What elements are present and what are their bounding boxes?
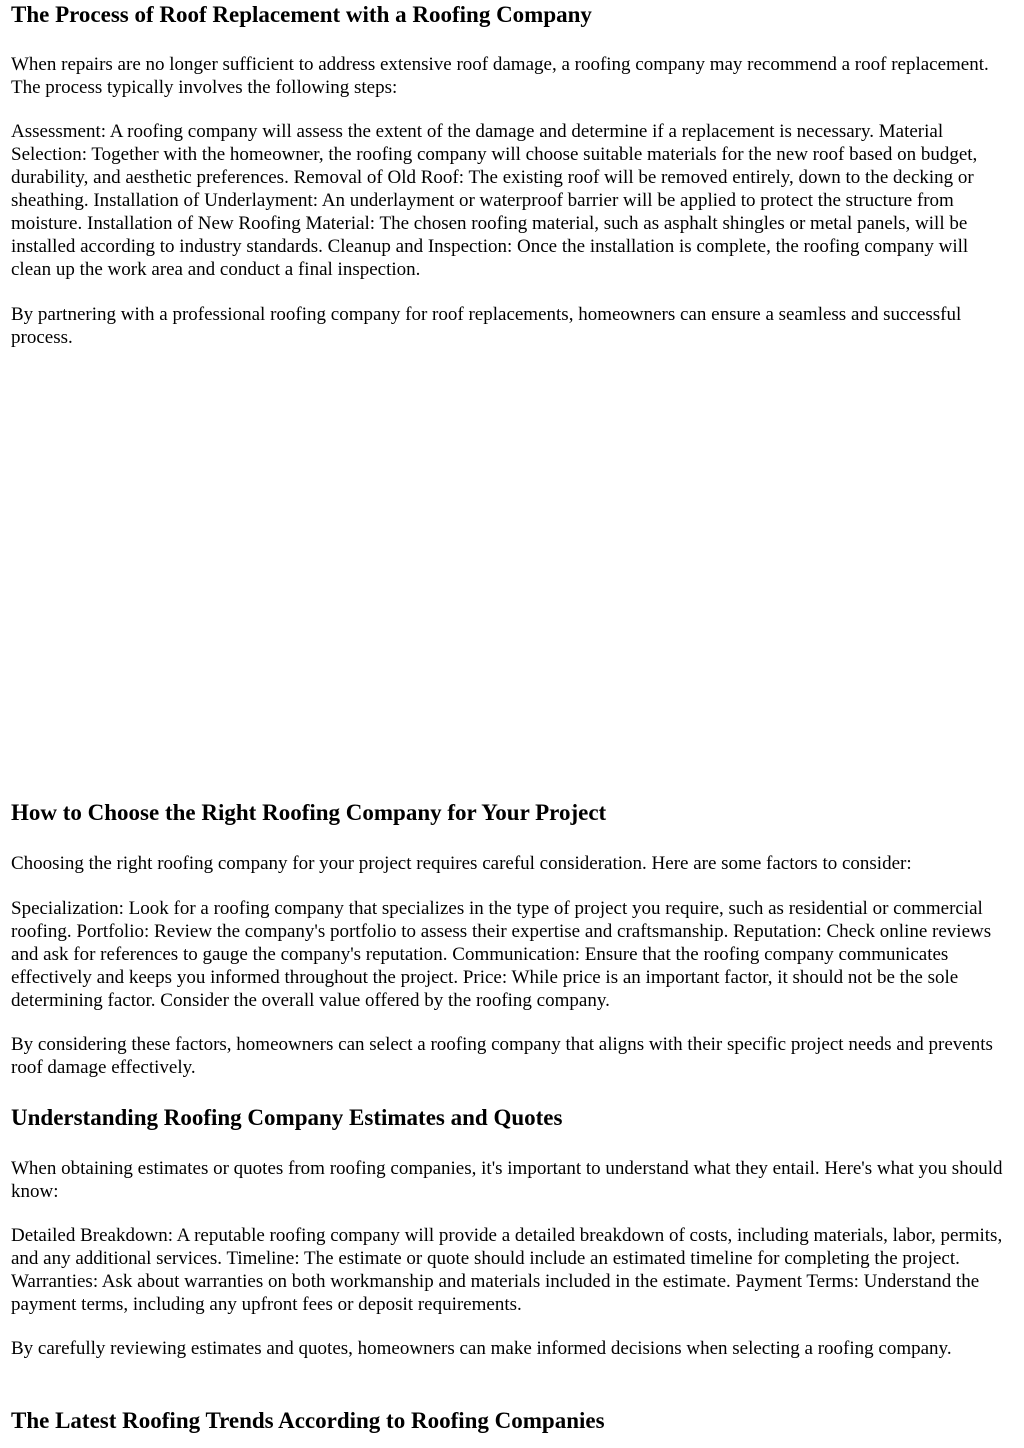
section-heading-roof-replacement: The Process of Roof Replacement with a Roofing Company (11, 2, 592, 27)
paragraph-factors-choose-company: Specialization: Look for a roofing company that specializes in the type of project you require, such as residential or commercial roofing. Portfolio: Review the company's portfolio to assess their expertise and craftsmanship. Reputation: Check online reviews and ask for references to gauge the company's reputation. Communication: Ensure that the roofing company communicates effectively and keeps you informed throughout the project. Price: While price is an important factor, it should not be the sole determining factor. Consider the overall value offered by the roofing company. (11, 898, 992, 1011)
paragraph-conclusion-choose-company: By considering these factors, homeowners can select a roofing company that aligns with their specific project needs and prevents roof damage effectively. (11, 1034, 993, 1078)
paragraph-conclusion-estimates-quotes: By carefully reviewing estimates and quotes, homeowners can make informed decisions when selecting a roofing company. (11, 1338, 952, 1359)
paragraph-intro-choose-company: Choosing the right roofing company for your project requires careful consideration. Here are some factors to consider: (11, 853, 912, 874)
paragraph-steps-roof-replacement: Assessment: A roofing company will assess the extent of the damage and determine if a replacement is necessary. Material Selection: Together with the homeowner, the roofing company will choose suitable materials for the new roof based on budget, durability, and aesthetic preferences. Removal of Old Roof: The existing roof will be removed entirely, down to the decking or sheathing. Installation of Underlayment: An underlayment or waterproof barrier will be applied to protect the structure from moisture. Installation of New Roofing Material: The chosen roofing material, such as asphalt shingles or metal panels, will be installed according to industry standards. Cleanup and Inspection: Once the installation is complete, the roofing company will clean up the work area and conduct a final inspection. (11, 121, 978, 280)
section-heading-roofing-trends: The Latest Roofing Trends According to Roofing Companies (11, 1408, 605, 1433)
section-heading-estimates-quotes: Understanding Roofing Company Estimates and Quotes (11, 1105, 563, 1130)
paragraph-intro-estimates-quotes: When obtaining estimates or quotes from roofing companies, it's important to understand what they entail. Here's what you should know: (11, 1158, 1003, 1202)
section-heading-choose-company: How to Choose the Right Roofing Company for Your Project (11, 800, 607, 825)
paragraph-details-estimates-quotes: Detailed Breakdown: A reputable roofing company will provide a detailed breakdown of costs, including materials, labor, permits, and any additional services. Timeline: The estimate or quote should include an estimated timeline for completing the project. Warranties: Ask about warranties on both workmanship and materials included in the estimate. Payment Terms: Understand the payment terms, including any upfront fees or deposit requirements. (11, 1225, 1003, 1315)
blank-space (11, 360, 1011, 780)
paragraph-conclusion-roof-replacement: By partnering with a professional roofing company for roof replacements, homeowners can ensure a seamless and successful process. (11, 304, 962, 348)
paragraph-intro-roof-replacement: When repairs are no longer sufficient to address extensive roof damage, a roofing company may recommend a roof replacement. The process typically involves the following steps: (11, 54, 989, 98)
